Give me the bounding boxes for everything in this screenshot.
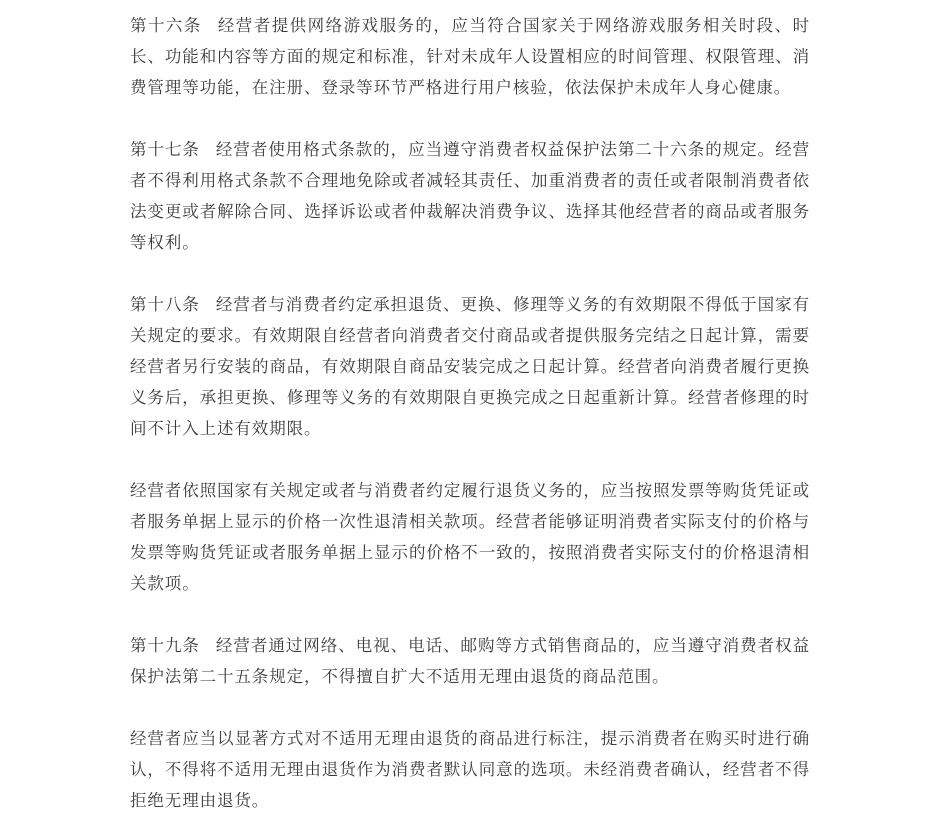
paragraph-text: 经营者使用格式条款的，应当遵守消费者权益保护法第二十六条的规定。经营者不得利用格式条款不合理地免除或者减轻其责任、加重消费者的责任或者限制消费者依法变更或者解除合同、选择诉讼或者仲裁解决消费争议、选择其他经营者的商品或者服务等权利。 [130, 140, 810, 252]
paragraph-article-18-refund [130, 475, 810, 599]
paragraph-text: 经营者依照国家有关规定或者与消费者约定履行退货义务的，应当按照发票等购货凭证或者服务单据上显示的价格一次性退清相关款项。经营者能够证明消费者实际支付的价格与发票等购货凭证或者服务单据上显示的价格不一致的，按照消费者实际支付的价格退清相关款项。 [130, 481, 810, 593]
paragraph-text: 经营者应当以显著方式对不适用无理由退货的商品进行标注，提示消费者在购买时进行确认，不得将不适用无理由退货作为消费者默认同意的选项。未经消费者确认，经营者不得拒绝无理由退货。 [130, 729, 810, 810]
paragraph-article-17 [130, 134, 810, 258]
article-number: 第十六条 [130, 16, 202, 35]
paragraph-text: 经营者通过网络、电视、电话、邮购等方式销售商品的，应当遵守消费者权益保护法第二十五条规定，不得擅自扩大不适用无理由退货的商品范围。 [130, 636, 810, 686]
paragraph-article-18 [130, 289, 810, 444]
article-number: 第十八条 [130, 295, 200, 314]
paragraph-article-16 [130, 10, 810, 103]
article-number: 第十七条 [130, 140, 200, 159]
paragraph-text: 经营者与消费者约定承担退货、更换、修理等义务的有效期限不得低于国家有关规定的要求。有效期限自经营者向消费者交付商品或者提供服务完结之日起计算，需要经营者另行安装的商品，有效期限自商品安装完成之日起计算。经营者向消费者履行更换义务后，承担更换、修理等义务的有效期限自更换完成之日起重新计算。经营者修理的时间不计入上述有效期限。 [130, 295, 810, 438]
paragraph-article-19 [130, 630, 810, 692]
article-number: 第十九条 [130, 636, 200, 655]
paragraph-text: 经营者提供网络游戏服务的，应当符合国家关于网络游戏服务相关时段、时长、功能和内容等方面的规定和标准，针对未成年人设置相应的时间管理、权限管理、消费管理等功能，在注册、登录等环节严格进行用户核验，依法保护未成年人身心健康。 [130, 16, 810, 97]
paragraph-article-19-labeling [130, 723, 810, 816]
